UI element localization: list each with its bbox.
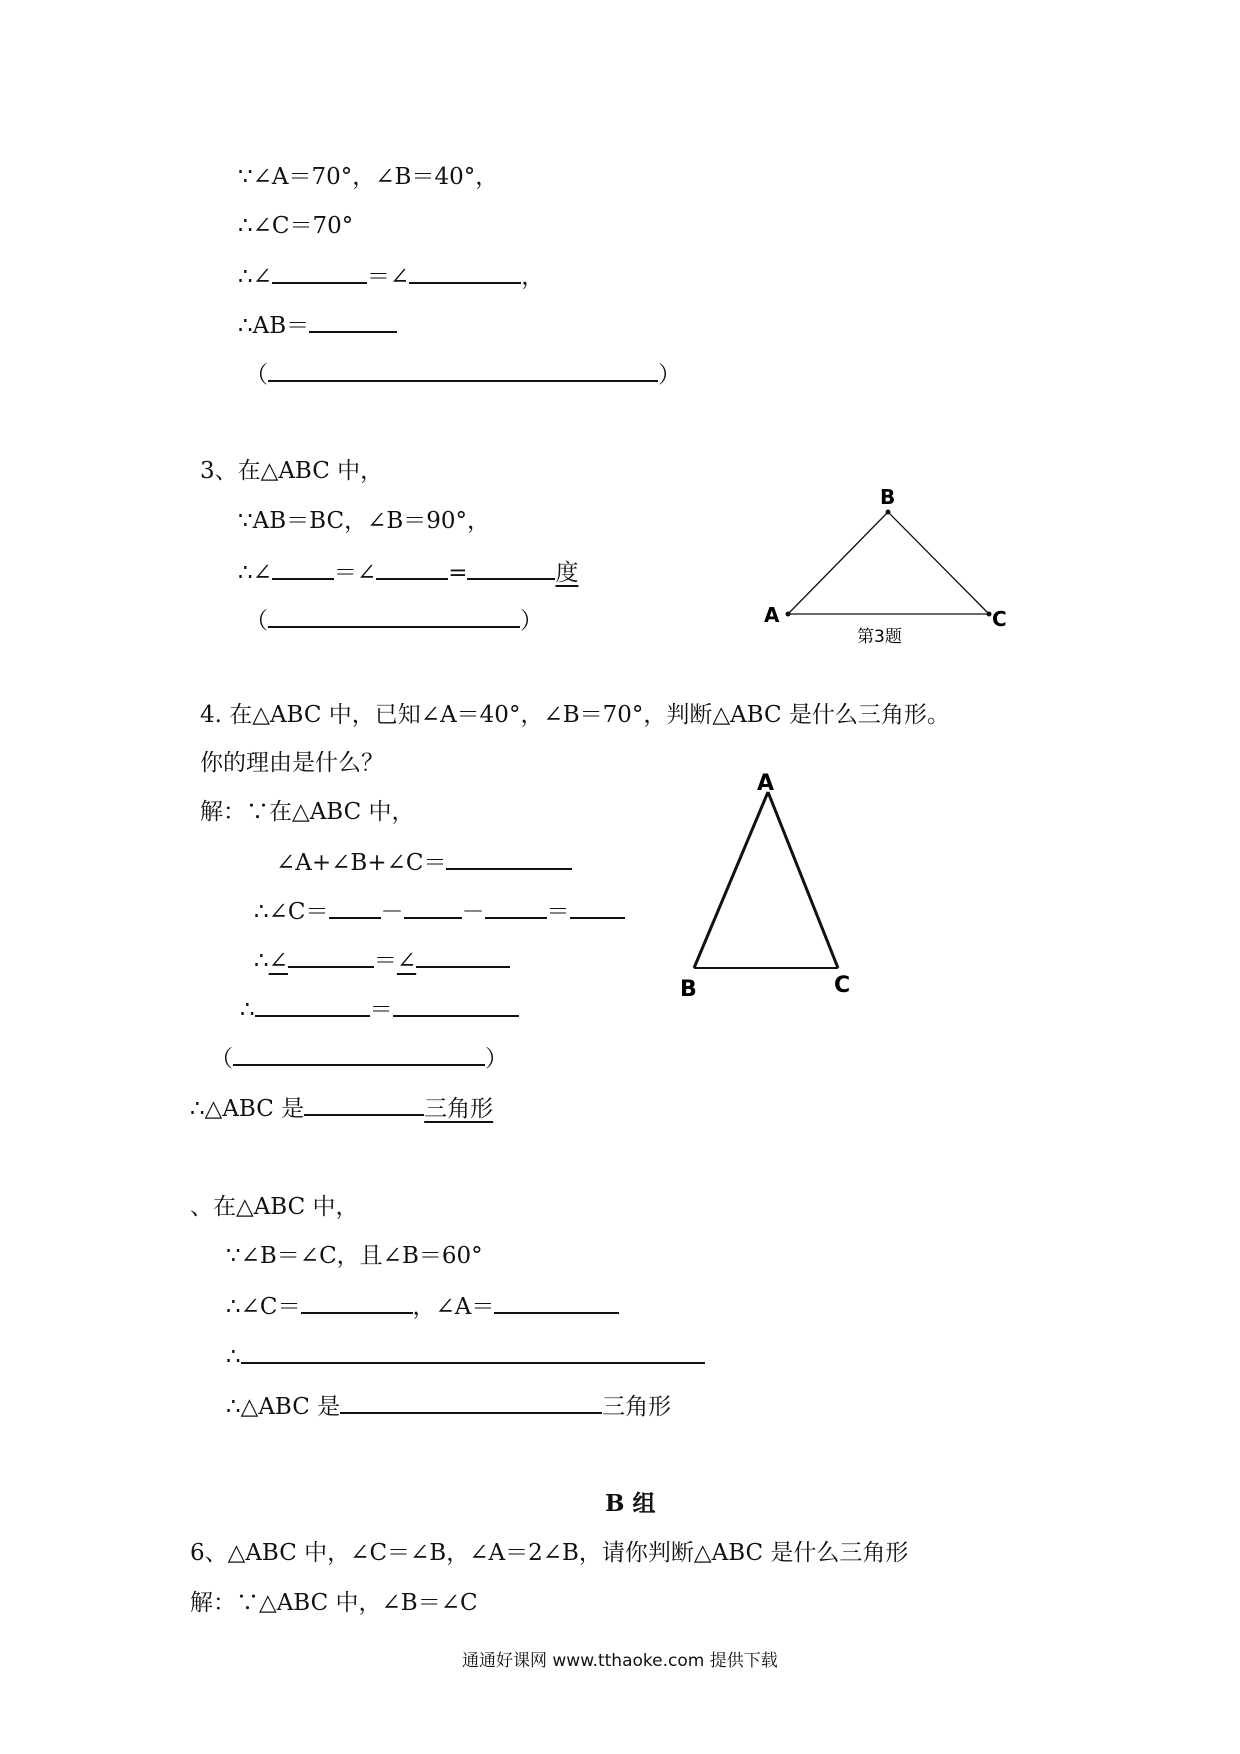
q5-conclusion: [226, 1390, 671, 1422]
q2-reason-close: ）: [658, 362, 681, 388]
q5-angles: [226, 1290, 619, 1322]
q3-label-a: A: [764, 603, 780, 627]
q2-equal-angles: [238, 260, 544, 292]
page-footer: 通通好课网 www.tthaoke.com 提供下载: [462, 1651, 778, 1671]
q3-vertex-b-dot: [886, 510, 891, 515]
q4-l3-minus-2: －: [461, 899, 485, 925]
q5-blank-statement[interactable]: [241, 1340, 705, 1364]
q4-blank-reason[interactable]: [233, 1042, 485, 1066]
q4-label-c: C: [834, 973, 851, 998]
q3-blank-angle-1[interactable]: [272, 556, 334, 580]
q5-l3-prefix: ∴: [226, 1344, 241, 1370]
q2-l3-prefix: ∴∠: [238, 264, 272, 290]
q5-l4-prefix: ∴△ABC 是: [226, 1394, 341, 1420]
q4-l3-minus-1: －: [380, 899, 404, 925]
q4-reason: [210, 1042, 508, 1074]
q4-blank-angle-2[interactable]: [416, 944, 510, 968]
q5-l4-suffix: 三角形: [602, 1394, 672, 1420]
q4-blank-type[interactable]: [304, 1092, 424, 1116]
q3-vertex-c-dot: [987, 612, 992, 617]
q3-label-c: C: [992, 607, 1007, 631]
q2-blank-reason[interactable]: [268, 358, 658, 382]
q4-l5-eq: ＝: [369, 997, 393, 1023]
q4-l3-prefix: ∴∠C＝: [254, 899, 329, 925]
q4-l4-prefix: ∴: [254, 948, 269, 974]
q4-triangle-figure: [668, 768, 868, 1008]
q2-l4-prefix: ∴AB＝: [238, 313, 310, 339]
q4-reason-open: （: [210, 1046, 233, 1072]
q5-blank-type[interactable]: [340, 1390, 602, 1414]
q2-blank-angle-1[interactable]: [272, 260, 367, 284]
q2-l3-mid: ＝∠: [366, 264, 410, 290]
q2-reason-open: （: [245, 362, 268, 388]
q4-side-ac: [768, 792, 838, 968]
q4-blank-c-1[interactable]: [329, 895, 381, 919]
q3-reason: [245, 604, 543, 636]
q6-solution-start: 解：∵△ABC 中，∠B＝∠C: [190, 1590, 478, 1616]
q4-heading: 4. 在△ABC 中，已知∠A＝40°，∠B＝70°，判断△ABC 是什么三角形。: [200, 702, 950, 728]
q3-blank-angle-2[interactable]: [376, 556, 448, 580]
q4-label-b: B: [680, 977, 697, 1002]
q3-blank-degrees[interactable]: [467, 556, 555, 580]
q2-blank-angle-2[interactable]: [409, 260, 521, 284]
q3-triangle-figure: [752, 482, 1022, 652]
q2-given: ∵∠A＝70°，∠B＝40°，: [238, 164, 499, 190]
q3-side-ab: [788, 512, 888, 614]
q4-heading-2: 你的理由是什么？: [200, 750, 384, 776]
q4-blank-c-2[interactable]: [404, 895, 462, 919]
q2-l3-suffix: ，: [521, 264, 545, 290]
q3-heading: 3、在△ABC 中，: [200, 458, 384, 484]
group-b-heading: B 组: [605, 1490, 656, 1517]
q2-angle-c: ∴∠C＝70°: [238, 213, 354, 239]
q4-blank-angle-1[interactable]: [288, 944, 374, 968]
q4-label-a: A: [757, 771, 775, 796]
q6-heading: 6、△ABC 中，∠C＝∠B，∠A＝2∠B，请你判断△ABC 是什么三角形: [190, 1540, 909, 1566]
q4-blank-side-2[interactable]: [393, 993, 519, 1017]
q3-l2-mid: ＝∠: [333, 560, 377, 586]
q3-given: ∵AB＝BC，∠B＝90°，: [238, 508, 491, 534]
q4-reason-close: ）: [485, 1046, 508, 1072]
q4-l4-angle-2: ∠: [396, 948, 417, 974]
q5-heading: 、在△ABC 中，: [190, 1194, 359, 1220]
q5-l2-prefix: ∴∠C＝: [226, 1294, 301, 1320]
q4-l7-prefix: ∴△ABC 是: [190, 1096, 305, 1122]
q3-reason-open: （: [245, 608, 268, 634]
q3-reason-close: ）: [520, 608, 543, 634]
q4-equal-sides: [240, 993, 519, 1025]
q5-given: ∵∠B＝∠C，且∠B＝60°: [226, 1243, 483, 1269]
q4-l4-eq: ＝: [373, 948, 397, 974]
q4-blank-side-1[interactable]: [255, 993, 370, 1017]
q3-vertex-a-dot: [786, 612, 791, 617]
q5-blank-angle-a[interactable]: [494, 1290, 619, 1314]
q4-angle-c: [254, 895, 625, 927]
q4-blank-c-3[interactable]: [485, 895, 547, 919]
q4-l3-eq: ＝: [546, 899, 570, 925]
q4-conclusion: [190, 1092, 493, 1124]
q3-l2-prefix: ∴∠: [238, 560, 272, 586]
q4-blank-c-result[interactable]: [570, 895, 625, 919]
q3-blank-reason[interactable]: [268, 604, 520, 628]
q3-l2-eq: =: [448, 560, 468, 586]
q4-l2-text: ∠A+∠B+∠C＝: [276, 850, 447, 876]
q4-l4-angle-1: ∠: [268, 948, 288, 974]
q3-angles: [238, 556, 578, 588]
q4-l7-suffix: 三角形: [424, 1096, 494, 1122]
q4-angle-sum: [276, 846, 572, 878]
q4-side-ab: [694, 792, 768, 968]
q3-degree-unit: 度: [555, 560, 579, 586]
q4-solution-start: 解：∵在△ABC 中，: [200, 799, 415, 825]
q5-therefore: [226, 1340, 705, 1372]
q2-blank-ab[interactable]: [309, 309, 397, 333]
q2-reason: [245, 358, 681, 390]
q4-blank-sum[interactable]: [446, 846, 572, 870]
q5-l2-mid: ，∠A＝: [412, 1294, 495, 1320]
q5-blank-angle-c[interactable]: [301, 1290, 413, 1314]
q3-side-bc: [888, 512, 989, 614]
q4-l5-prefix: ∴: [240, 997, 255, 1023]
q2-ab: [238, 309, 397, 341]
q4-equal-angles: [254, 944, 510, 976]
q3-caption: 第3题: [857, 627, 902, 647]
q3-label-b: B: [880, 485, 896, 509]
